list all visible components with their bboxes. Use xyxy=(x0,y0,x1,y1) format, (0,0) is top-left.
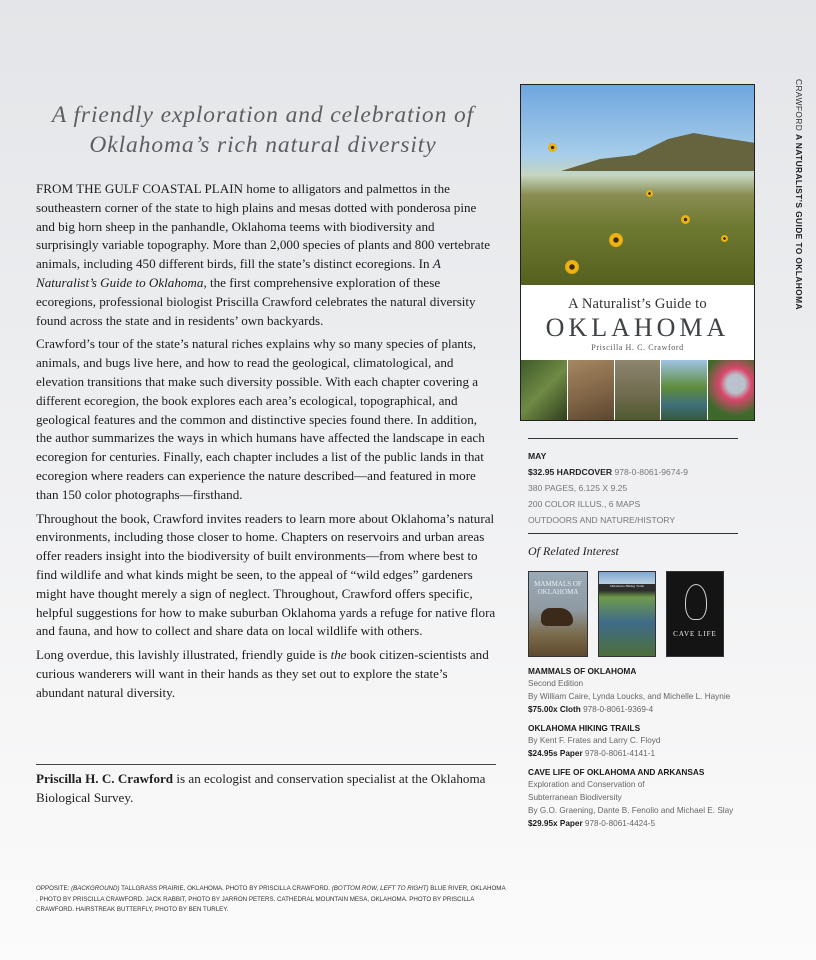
related-item-subtitle: Second Edition xyxy=(528,678,584,688)
related-cover-hiking[interactable] xyxy=(598,571,656,657)
pub-month: MAY xyxy=(528,451,547,461)
related-item-price-line: $24.95s Paper 978-0-8061-4141-1 xyxy=(528,748,656,758)
related-item-hiking xyxy=(528,722,758,761)
cover-strip-rock-photo xyxy=(615,360,662,420)
related-item-title: OKLAHOMA HIKING TRAILS xyxy=(528,723,641,733)
related-item-cave-life xyxy=(528,766,758,831)
book-cover xyxy=(520,84,755,421)
cover-author: Priscilla H. C. Crawford xyxy=(591,343,684,352)
book-specs xyxy=(528,448,748,528)
paragraph-4: Long overdue, this lavishly illustrated, friendly guide is the book citizen-scientists and curious wanderers will want in their hands as they set out to explore the state’s abundant natural diversity. xyxy=(36,647,489,700)
cover-title-line-2: OKLAHOMA xyxy=(545,313,730,342)
page-count: 380 PAGES, 6.125 X 9.25 xyxy=(528,483,628,493)
cover-title-line-1: A Naturalist’s Guide to xyxy=(568,296,707,312)
paragraph-3: Throughout the book, Crawford invites readers to learn more about Oklahoma’s natural environments, including those closer to home. Chapters on reservoirs and urban areas offer readers insight into the biodiversity of built environments—from where best to find wildlife and what kinds might be seen, to the appeal of “wild edges” gardeners might have thought merely a sign of neglect. Throughout, Crawford offers specific, helpful suggestions for how to make suburban Oklahoma yards a refuge for native flora and fauna, and how to collect and share data on local wildlife with others. xyxy=(36,510,496,639)
paragraph-1: FROM THE GULF COASTAL PLAIN home to alligators and palmettos in the southeastern corner of the state to high plains and mesas dotted with ponderosa pine and big horn sheep in the panhandle, Oklahoma teems with biodiversity and surprisingly variable topography. More than 2,000 species of plants and 800 vertebrate animals, including 450 different birds, fill the state’s distinct ecoregions. In A Naturalist’s Guide to Oklahoma, the first comprehensive exploration of these ecoregions, professional biologist Priscilla Crawford celebrates the natural diversity found across the state and in residents’ own backyards. xyxy=(36,181,491,328)
related-item-authors: By William Caire, Lynda Loucks, and Michelle L. Haynie xyxy=(528,691,731,701)
headline xyxy=(24,100,502,160)
related-item-subtitle: Exploration and Conservation of xyxy=(528,779,645,789)
cover-strip-rabbit-photo xyxy=(568,360,615,420)
cover-strip-tree-photo xyxy=(521,360,568,420)
related-heading: Of Related Interest xyxy=(528,544,619,558)
related-cover-mammals[interactable] xyxy=(528,571,588,657)
related-cover-cave-life[interactable] xyxy=(666,571,724,657)
author-bio: Priscilla H. C. Crawford is an ecologist and conservation specialist at the Oklahoma Biological Survey. xyxy=(36,771,486,805)
cover-flower xyxy=(609,233,623,247)
cover-flower xyxy=(646,190,653,197)
author-divider xyxy=(36,764,496,765)
related-cover-cave-life-title: CAVE LIFE xyxy=(673,630,717,638)
crayfish-shape xyxy=(685,584,707,620)
cover-flower xyxy=(721,235,728,242)
description-body xyxy=(36,180,496,708)
specs-top-divider xyxy=(528,438,738,439)
cover-flower xyxy=(681,215,690,224)
cover-title-area xyxy=(521,285,754,360)
headline-line-1: A friendly exploration and celebration of xyxy=(51,102,475,128)
related-item-price-line: $29.95x Paper 978-0-8061-4424-5 xyxy=(528,818,656,828)
cover-strip-butterfly-photo xyxy=(708,360,754,420)
paragraph-2: Crawford’s tour of the state’s natural riches explains why so many species of plants, animals, and bugs live here, and how to read the geological, climatological, and elevation transitions that make such diversity possible. With each chapter covering a different ecoregion, the book explores each area’s ecological, topographical, and geological features and the common and distinctive species found there. In addition, the author summarizes the ways in which humans have affected the landscape in each ecoregion for centuries. Finally, each chapter includes a list of the public lands in that ecoregion where readers can experience the nature described—and featured in more than 150 color photographs—firsthand. xyxy=(36,336,485,502)
illustrations: 200 COLOR ILLUS., 6 MAPS xyxy=(528,499,641,509)
cover-strip-river-photo xyxy=(661,360,708,420)
cover-prairie-photo xyxy=(521,85,754,285)
related-item-subtitle-2: Subterranean Biodiversity xyxy=(528,792,622,802)
cover-flower xyxy=(565,260,579,274)
bison-shape xyxy=(541,608,573,626)
price-format: $32.95 HARDCOVER xyxy=(528,467,613,477)
category: OUTDOORS AND NATURE/HISTORY xyxy=(528,515,676,525)
related-item-authors: By G.O. Graening, Dante B. Fenolio and Michael E. Slay xyxy=(528,805,734,815)
price-format-line xyxy=(528,464,748,480)
headline-line-2: Oklahoma’s rich natural diversity xyxy=(89,132,437,158)
cover-photo-strip xyxy=(521,360,754,420)
specs-bottom-divider xyxy=(528,533,738,534)
photo-credits: OPPOSITE: (BACKGROUND) TALLGRASS PRAIRIE, OKLAHOMA. PHOTO BY PRISCILLA CRAWFORD. (BOTTOM ROW, LEFT TO RIGHT) BLUE RIVER, OKLAHOMA . PHOTO BY PRISCILLA CRAWFORD. JACK RABBIT, PHOTO BY JARRON PETERS. CATHEDRAL MOUNTAIN MESA, OKLAHOMA. PHOTO BY PRISCILLA CRAWFORD. HAIRSTREAK BUTTERFLY, PHOTO BY BEN TURLEY. xyxy=(36,885,506,913)
related-cover-hiking-title: Oklahoma Hiking Trails xyxy=(609,584,645,588)
paragraph-1-lead: FROM THE GULF COASTAL PLAIN xyxy=(36,181,244,196)
running-head-vertical: CRAWFORD A NATURALIST’S GUIDE TO OKLAHOMA xyxy=(794,79,804,310)
author-name: Priscilla H. C. Crawford xyxy=(36,771,174,786)
related-item-title: MAMMALS OF OKLAHOMA xyxy=(528,666,637,676)
isbn: 978-0-8061-9674-9 xyxy=(612,467,689,477)
related-item-price-line: $75.00x Cloth 978-0-8061-9369-4 xyxy=(528,704,654,714)
related-item-mammals xyxy=(528,665,758,717)
related-cover-mammals-title: MAMMALS OF OKLAHOMA xyxy=(534,580,582,596)
cover-flower xyxy=(548,143,557,152)
related-item-title: CAVE LIFE OF OKLAHOMA AND ARKANSAS xyxy=(528,767,705,777)
cover-mountain xyxy=(561,131,755,171)
book-title-inline: A Naturalist’s Guide to Oklahoma xyxy=(36,256,441,290)
related-item-authors: By Kent F. Frates and Larry C. Floyd xyxy=(528,735,661,745)
